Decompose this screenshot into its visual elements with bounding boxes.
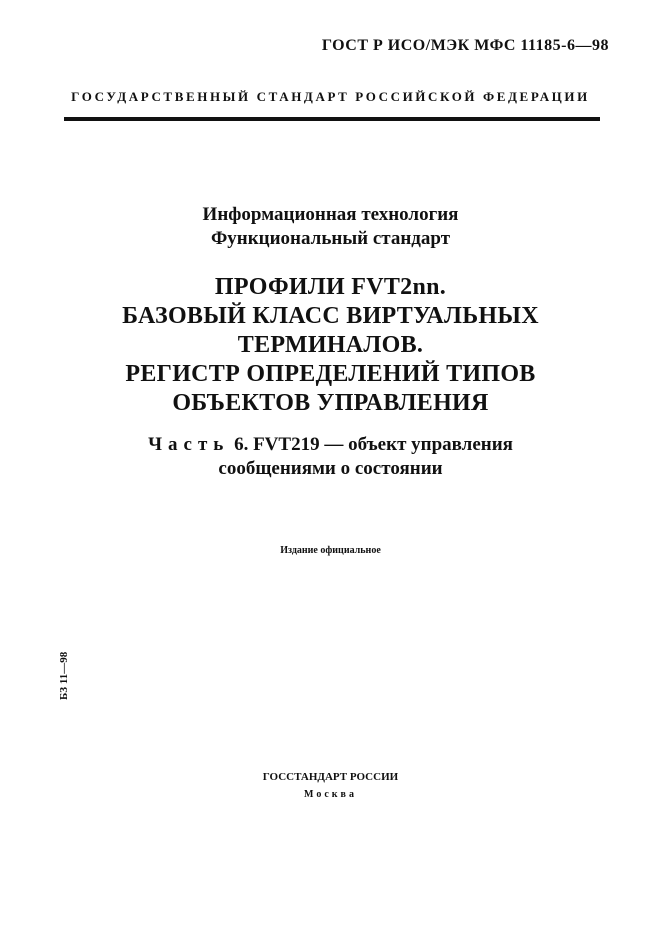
city: Москва bbox=[304, 789, 357, 800]
part-line-2: сообщениями о состоянии bbox=[218, 458, 443, 479]
subject-block bbox=[0, 203, 661, 251]
document-title bbox=[0, 273, 661, 418]
title-line-4: РЕГИСТР ОПРЕДЕЛЕНИЙ ТИПОВ bbox=[125, 361, 536, 387]
header-rule bbox=[64, 117, 600, 121]
state-standard-heading: ГОСУДАРСТВЕННЫЙ СТАНДАРТ РОССИЙСКОЙ ФЕДЕРАЦИИ bbox=[71, 89, 590, 104]
part-line-1 bbox=[0, 433, 661, 457]
edition-note: Издание официальное bbox=[280, 545, 381, 556]
part-line-1-rest: 6. FVT219 — объект управления bbox=[234, 434, 513, 455]
subject-line-2: Функциональный стандарт bbox=[210, 228, 451, 249]
subject-line-1: Информационная технология bbox=[202, 204, 459, 225]
publisher: ГОССТАНДАРТ РОССИИ bbox=[262, 771, 399, 783]
title-line-2: БАЗОВЫЙ КЛАСС ВИРТУАЛЬНЫХ bbox=[122, 303, 539, 329]
side-code: БЗ 11—98 bbox=[58, 651, 70, 700]
part-word: Часть bbox=[148, 434, 230, 455]
part-title bbox=[0, 433, 661, 481]
standard-number: ГОСТ Р ИСО/МЭК МФС 11185-6—98 bbox=[321, 37, 609, 54]
title-line-5: ОБЪЕКТОВ УПРАВЛЕНИЯ bbox=[172, 390, 489, 416]
title-line-1: ПРОФИЛИ FVT2nn. bbox=[214, 274, 447, 300]
title-line-3: ТЕРМИНАЛОВ. bbox=[237, 332, 424, 358]
